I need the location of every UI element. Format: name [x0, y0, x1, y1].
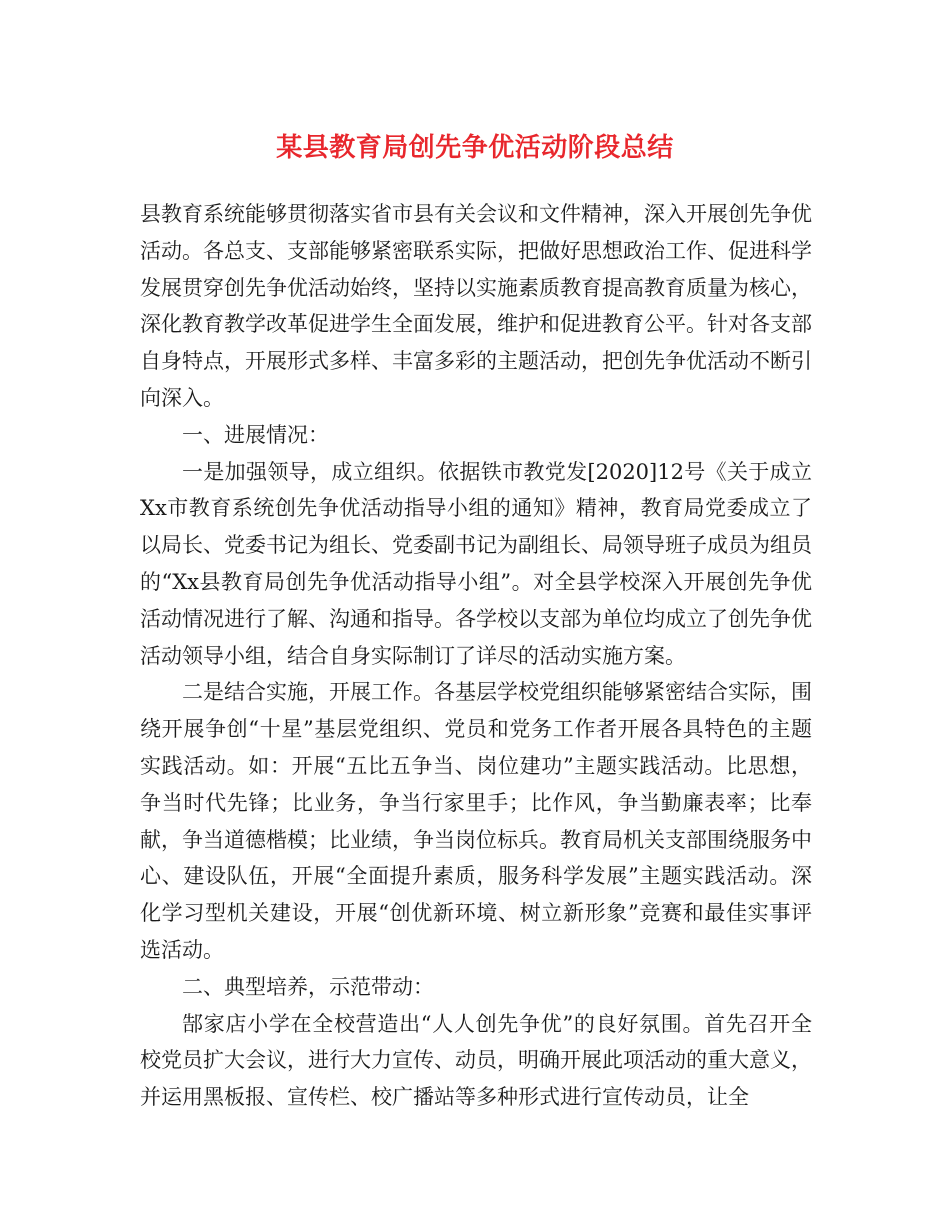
paragraph-school-example: 郜家店小学在全校营造出“人人创先争优”的良好氛围。首先召开全校党员扩大会议，进行大力宣传、动员，明确开展此项活动的重大意义，并运用黑板报、宣传栏、校广播站等多种形式进行宣传动员，让全: [140, 1011, 812, 1110]
document-title: 某县教育局创先争优活动阶段总结: [276, 133, 674, 163]
paragraph-leadership: 一是加强领导，成立组织。依据铁市教党发[2020]12号《关于成立Xx市教育系统创先争优活动指导小组的通知》精神，教育局党委成立了以局长、党委书记为组长、党委副书记为副组长、局领导班子成员为组员的“Xx县教育局创先争优活动指导小组”。对全县学校深入开展创先争优活动情况进行了解、沟通和指导。各学校以支部为单位均成立了创先争优活动领导小组，结合自身实际制订了详尽的活动实施方案。: [140, 459, 812, 668]
section-heading-models: 二、典型培养，示范带动：: [182, 974, 434, 999]
section-heading-progress: 一、进展情况：: [182, 422, 329, 447]
paragraph-intro: 县教育系统能够贯彻落实省市县有关会议和文件精神，深入开展创先争优活动。各总支、支部能够紧密联系实际，把做好思想政治工作、促进科学发展贯穿创先争优活动始终，坚持以实施素质教育提高教育质量为核心，深化教育教学改革促进学生全面发展，维护和促进教育公平。针对各支部自身特点，开展形式多样、丰富多彩的主题活动，把创先争优活动不断引向深入。: [140, 202, 812, 410]
document-body: [140, 196, 812, 1116]
paragraph-implementation: 二是结合实施，开展工作。各基层学校党组织能够紧密结合实际，围绕开展争创“十星”基层党组织、党员和党务工作者开展各具特色的主题实践活动。如：开展“五比五争当、岗位建功”主题实践活动。比思想，争当时代先锋；比业务，争当行家里手；比作风，争当勤廉表率；比奉献，争当道德楷模；比业绩，争当岗位标兵。教育局机关支部围绕服务中心、建设队伍，开展“全面提升素质，服务科学发展”主题实践活动。深化学习型机关建设，开展“创优新环境、树立新形象”竞赛和最佳实事评选活动。: [140, 680, 812, 962]
